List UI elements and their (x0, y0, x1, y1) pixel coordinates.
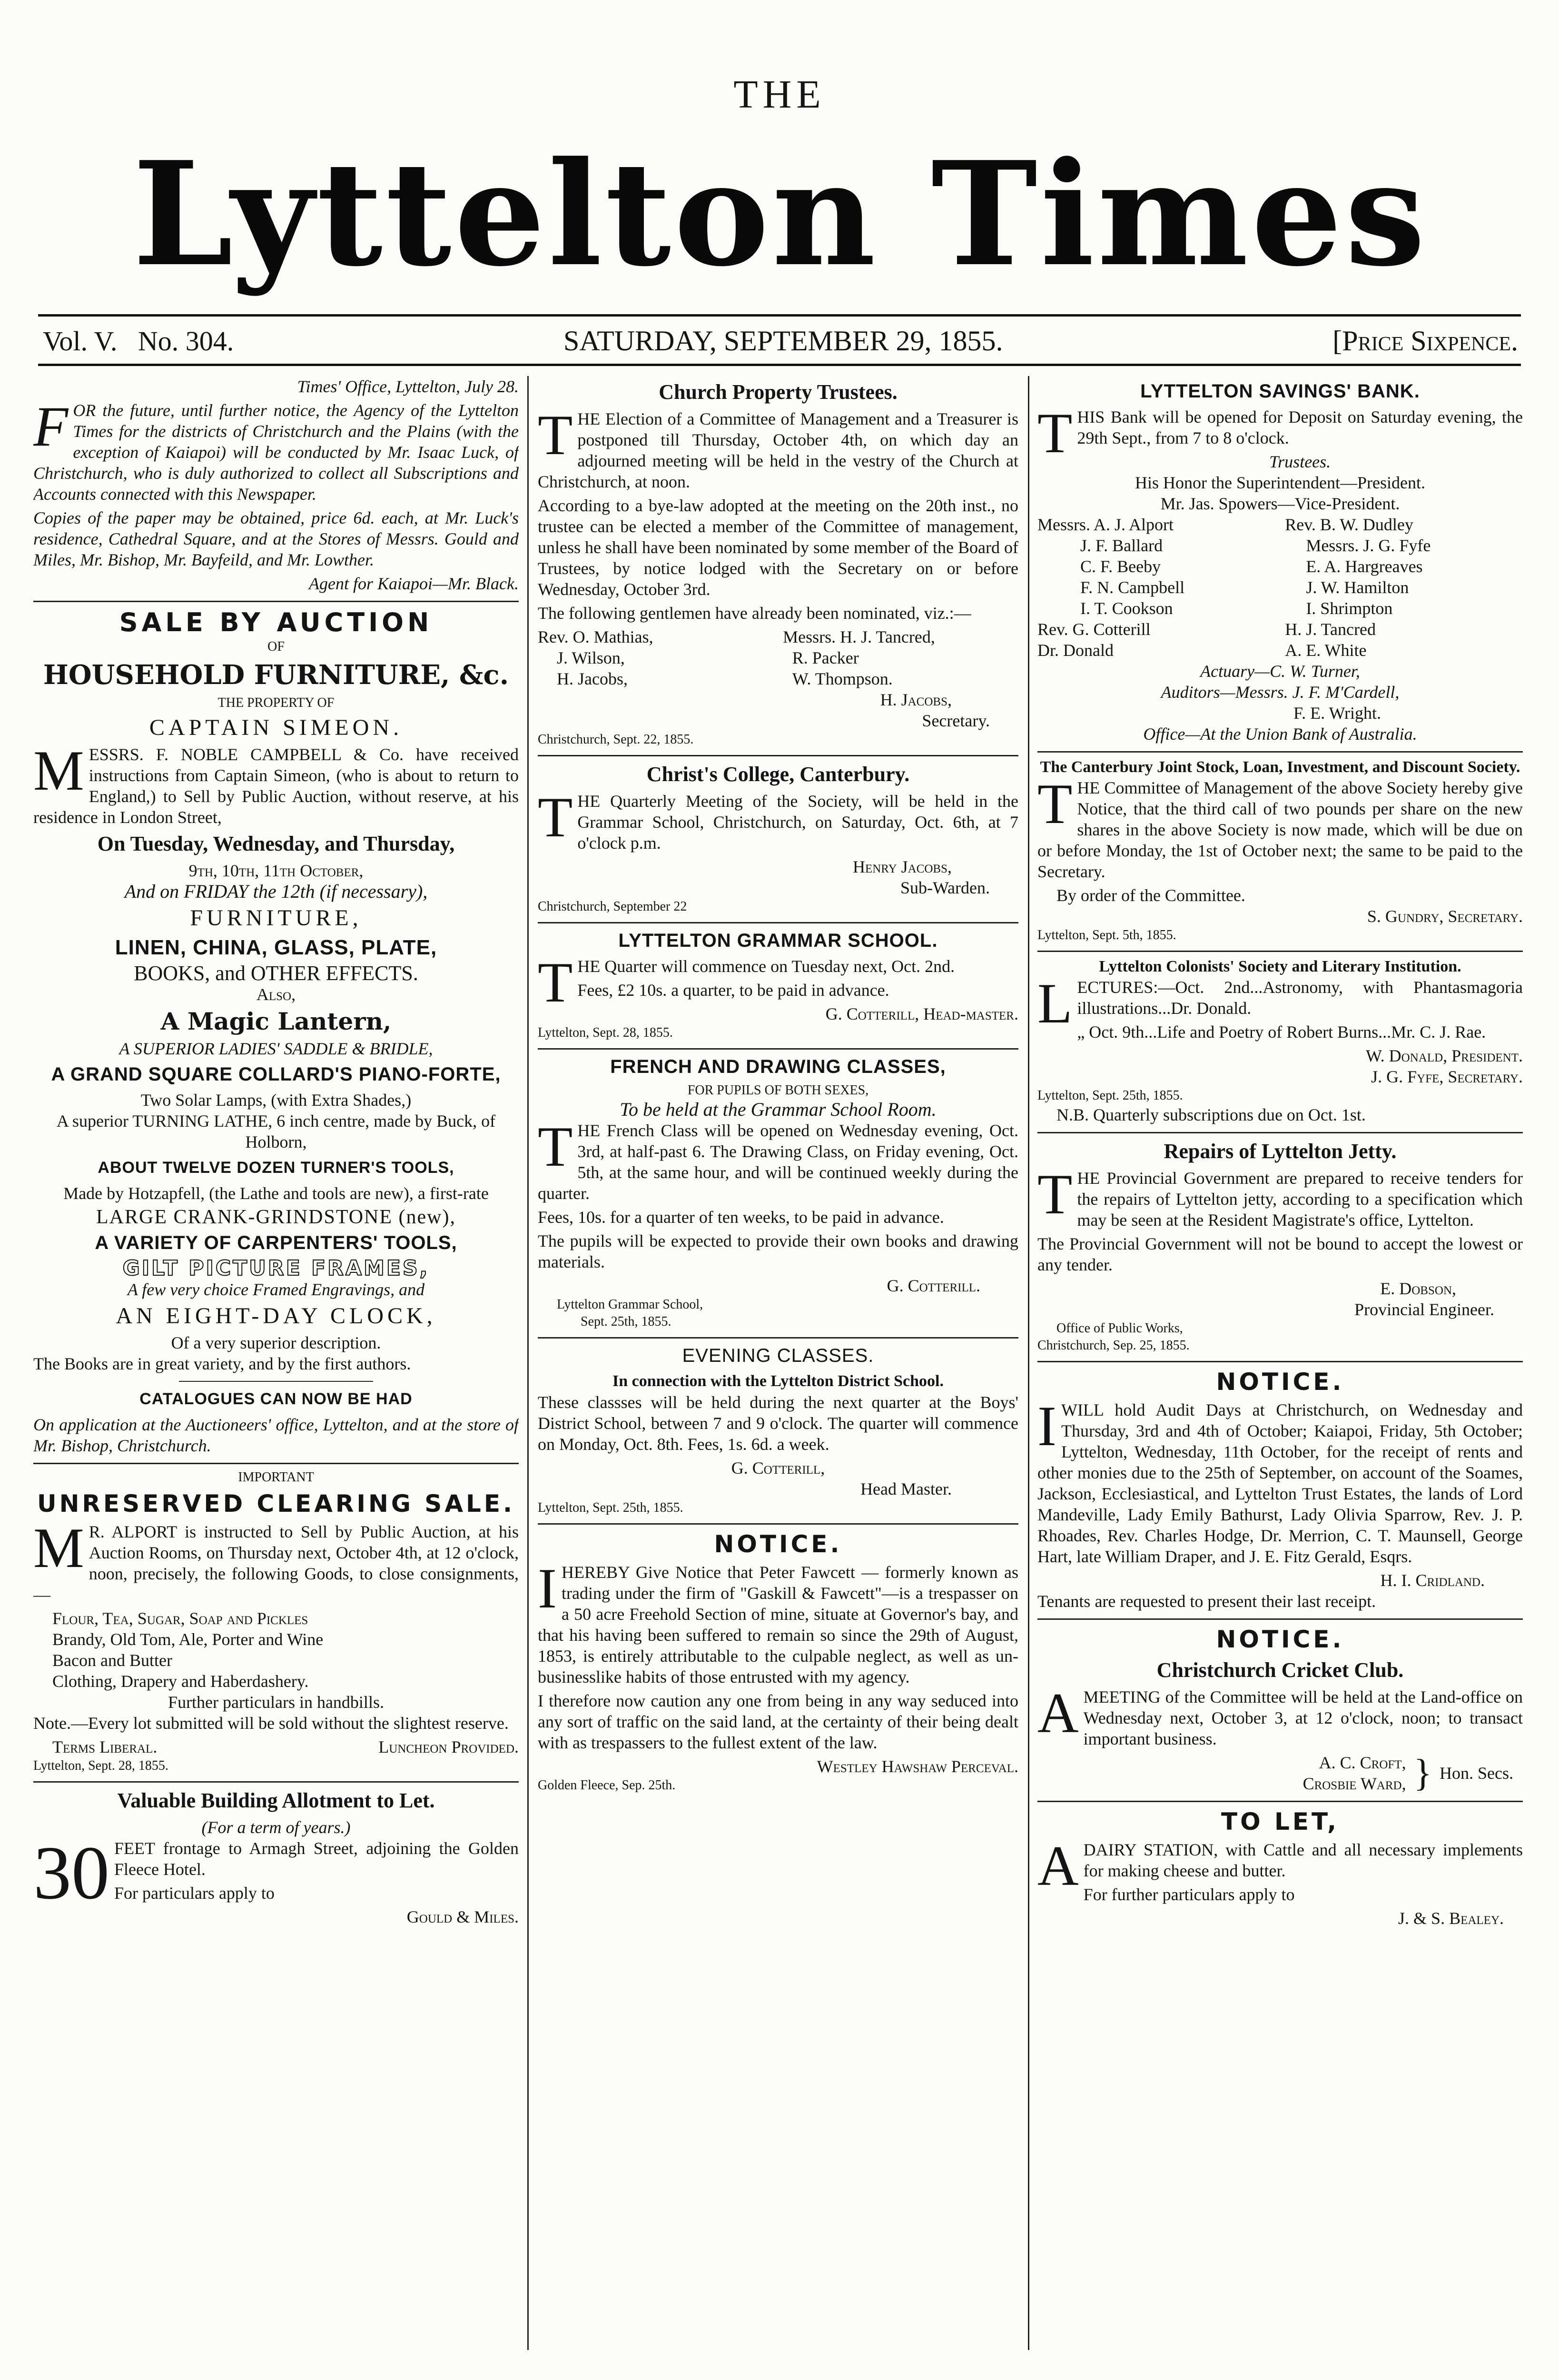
colonists-title: Lyttelton Colonists' Society and Literary Institution. (1099, 958, 1461, 975)
agency-agent: Agent for Kaiapoi—Mr. Black. (309, 574, 519, 593)
savings-actuary: Actuary—C. W. Turner, (1200, 662, 1360, 681)
auction-dropcap: M (33, 739, 84, 802)
cricket-club-notice (1037, 1625, 1523, 1794)
auction-title: SALE BY AUCTION (119, 607, 433, 637)
church-nominee: Rev. O. Mathias, (538, 627, 653, 646)
masthead-rule-top (38, 314, 1521, 317)
masthead-title: Lyttelton Times (132, 130, 1429, 298)
column-1 (33, 376, 519, 2350)
savings-member-row (1037, 640, 1523, 661)
agency-body: OR the future, until further notice, the Agency of the Lyttelton Times for the districts of Christchurch and the Plains (with the exception of Kaiapoi) will be conducted by Mr. Isaac Luck, of Christchurch, who is duly authorized to collect all Subscriptions and Accounts connected with this Newspaper. (33, 401, 519, 504)
jetty-body-2: The Provincial Government will not be bound to accept the lowest or any tender. (1037, 1234, 1523, 1274)
jetty-title: Repairs of Lyttelton Jetty. (1164, 1140, 1397, 1163)
college-role: Sub-Warden. (900, 878, 990, 897)
college-body: HE Quarterly Meeting of the Society, will be held in the Grammar School, Christchurch, on Saturday, Oct. 6th, at 7 o'clock p.m. (577, 792, 1018, 853)
separator (538, 1048, 1018, 1050)
savings-member-row (1037, 619, 1523, 640)
jetty-dateline-2: Christchurch, Sep. 25, 1855. (1037, 1338, 1190, 1353)
agency-dropcap: F (33, 395, 69, 458)
grammar-signer: G. Cotterill, Head-master. (825, 1004, 1018, 1023)
clearing-important: IMPORTANT (238, 1470, 314, 1485)
auction-of: OF (267, 639, 285, 654)
clearing-item: Flour, Tea, Sugar, Soap and Pickles (52, 1609, 308, 1628)
church-title: Church Property Trustees. (659, 380, 898, 404)
church-nominee: H. Jacobs, (557, 669, 628, 688)
issue-number: No. 304. (138, 325, 234, 357)
evening-role: Head Master. (860, 1479, 952, 1498)
savings-member-row (1037, 514, 1523, 535)
cricket-dropcap: A (1037, 1681, 1079, 1745)
trespass-dateline: Golden Fleece, Sep. 25th. (538, 1778, 676, 1793)
auction-lamps: Two Solar Lamps, (with Extra Shades,) (140, 1091, 412, 1110)
church-nominee: R. Packer (792, 648, 859, 667)
separator (1037, 1132, 1523, 1133)
clearing-note: Note.—Every lot submitted will be sold without the slightest reserve. (33, 1714, 509, 1733)
church-nominee: W. Thompson. (792, 669, 893, 688)
grammar-dropcap: T (538, 951, 573, 1014)
issue-date: SATURDAY, SEPTEMBER 29, 1855. (563, 325, 1003, 357)
grammar-body: HE Quarter will commence on Tuesday next, Oct. 2nd. (577, 957, 955, 976)
colonists-body: ECTURES:—Oct. 2nd...Astronomy, with Phantasmagoria illustrations...Dr. Donald. (1077, 978, 1523, 1018)
auction-piano: A GRAND SQUARE COLLARD'S PIANO-FORTE, (51, 1064, 501, 1085)
savings-member: E. A. Hargreaves (1306, 557, 1423, 576)
trespass-body-2: I therefore now caution any one from being in any way seduced into any sort of traffic on the said land, at the certainty of their being dealt with as trespassers to the fullest extent of the law. (538, 1691, 1018, 1752)
grammar-title: LYTTELTON GRAMMAR SCHOOL. (618, 930, 938, 951)
savings-member: I. Shrimpton (1306, 599, 1393, 618)
column-divider-1 (527, 376, 529, 2350)
french-held: To be held at the Grammar School Room. (620, 1099, 937, 1120)
french-dateline-2: Sept. 25th, 1855. (581, 1314, 671, 1329)
church-trustees-notice (538, 379, 1018, 748)
clearing-dateline: Lyttelton, Sept. 28, 1855. (33, 1758, 168, 1773)
cricket-signer-1: A. C. Croft, (1319, 1753, 1406, 1772)
allotment-term: (For a term of years.) (201, 1818, 351, 1837)
clearing-item: Bacon and Butter (52, 1651, 172, 1670)
colonists-dropcap: L (1037, 972, 1073, 1035)
evening-body: These classses will be held during the next quarter at the Boys' District School, between 7 and 9 o'clock. The quarter will commence on Monday, Oct. 8th. Fees, 1s. 6d. a week. (538, 1393, 1018, 1454)
auction-clock-desc: Of a very superior description. (171, 1333, 381, 1352)
savings-member: Messrs. A. J. Alport (1037, 515, 1174, 534)
french-dropcap: T (538, 1115, 573, 1178)
separator (538, 755, 1018, 756)
french-title: FRENCH AND DRAWING CLASSES, (610, 1056, 946, 1077)
savings-member: A. E. White (1285, 641, 1367, 660)
savings-auditors: Auditors—Messrs. J. F. M'Cardell, (1161, 683, 1400, 702)
auction-friday: And on FRIDAY the 12th (if necessary), (124, 881, 428, 902)
savings-member-row (1037, 556, 1523, 577)
clearing-sale-advert (33, 1469, 519, 1775)
trespass-dropcap: I (538, 1557, 557, 1620)
grammar-dateline: Lyttelton, Sept. 28, 1855. (538, 1025, 673, 1040)
jetty-role: Provincial Engineer. (1354, 1300, 1494, 1319)
savings-member-row (1037, 577, 1523, 598)
savings-dropcap: T (1037, 401, 1073, 465)
allotment-apply: For particulars apply to (114, 1884, 275, 1903)
college-notice (538, 761, 1018, 915)
evening-dateline: Lyttelton, Sept. 25th, 1855. (538, 1500, 683, 1515)
auction-property: THE PROPERTY OF (217, 695, 335, 710)
auction-tools: ABOUT TWELVE DOZEN TURNER'S TOOLS, (98, 1159, 454, 1177)
trespass-signer: Westley Hawshaw Perceval. (817, 1757, 1018, 1776)
savings-member-row (1037, 598, 1523, 619)
church-body-2: According to a bye-law adopted at the meeting on the 20th inst., no trustee can be elected a member of the Committee of management, unless he shall have been nominated by some member of the Board of Trustees, by notice lodged with the Secretary on or before Wednesday, October 3rd. (538, 496, 1018, 599)
let-signer: J. & S. Bealey. (1398, 1909, 1504, 1928)
church-signer: H. Jacobs, (880, 690, 952, 709)
church-nominee-row (538, 668, 1018, 689)
auction-carpenters: A VARIETY OF CARPENTERS' TOOLS, (95, 1232, 457, 1253)
canterbury-dropcap: T (1037, 772, 1073, 835)
jetty-notice (1037, 1138, 1523, 1354)
french-dateline-1: Lyttelton Grammar School, (557, 1297, 703, 1312)
evening-title: EVENING CLASSES. (682, 1345, 874, 1366)
church-dropcap: T (538, 403, 573, 466)
separator (1037, 1361, 1523, 1362)
cricket-signers (1037, 1752, 1523, 1794)
savings-member: C. F. Beeby (1080, 557, 1161, 576)
savings-title: LYTTELTON SAVINGS' BANK. (1140, 381, 1420, 402)
let-apply: For further particulars apply to (1083, 1885, 1295, 1904)
auction-also: Also, (256, 985, 296, 1004)
savings-member-row (1037, 535, 1523, 556)
masthead-rule-bottom (38, 364, 1521, 366)
savings-member: J. W. Hamilton (1306, 578, 1409, 597)
volume-number (43, 325, 234, 357)
dateline (43, 322, 1518, 360)
column-3 (1037, 376, 1523, 2350)
grammar-school-notice (538, 928, 1018, 1041)
allotment-advert (33, 1787, 519, 1927)
college-dateline: Christchurch, September 22 (538, 899, 687, 914)
separator (1037, 1618, 1523, 1620)
allotment-number: 30 (33, 1830, 109, 1915)
agency-copies: Copies of the paper may be obtained, price 6d. each, at Mr. Luck's residence, Cathedral Square, and at the Stores of Messrs. Gould and Miles, Mr. Bishop, Mr. Bayfeild, and Mr. Lowther. (33, 508, 519, 569)
cricket-role: Hon. Secs. (1440, 1764, 1513, 1783)
canterbury-signer: S. Gundry, Secretary. (1367, 907, 1523, 926)
auction-body: ESSRS. F. NOBLE CAMPBELL & Co. have received instructions from Captain Simeon, (who is about to return to England,) to Sell by Public Auction, without reserve, at his residence in London Street, (33, 745, 519, 827)
separator (1037, 951, 1523, 952)
evening-signer: G. Cotterill, (731, 1458, 825, 1478)
auction-days: On Tuesday, Wednesday, and Thursday, (97, 832, 455, 855)
colonists-body-2: „ Oct. 9th...Life and Poetry of Robert Burns...Mr. C. J. Rae. (1077, 1022, 1486, 1041)
let-dropcap: A (1037, 1834, 1079, 1897)
savings-member: J. F. Ballard (1080, 536, 1163, 555)
clearing-item: Clothing, Drapery and Haberdashery. (52, 1672, 309, 1691)
let-body: DAIRY STATION, with Cattle and all necessary implements for making cheese and butter. (1083, 1840, 1523, 1880)
savings-member: Rev. G. Cotterill (1037, 620, 1151, 639)
french-drawing-notice (538, 1054, 1018, 1330)
cricket-title: NOTICE. (1216, 1626, 1344, 1653)
auction-lantern: A Magic Lantern, (160, 1007, 392, 1035)
clearing-body: R. ALPORT is instructed to Sell by Public Auction, at his Auction Rooms, on Thursday next, October 4th, at 12 o'clock, noon, precisely, the following Goods, to close consignments,— (33, 1522, 519, 1604)
column-divider-2 (1028, 376, 1029, 2350)
auction-lathe: A superior TURNING LATHE, 6 inch centre, made by Buck, of Holborn, (56, 1111, 496, 1151)
college-title: Christ's College, Canterbury. (646, 763, 910, 786)
clearing-dropcap: M (33, 1516, 84, 1579)
savings-member: Messrs. J. G. Fyfe (1306, 536, 1431, 555)
auction-saddle: A SUPERIOR LADIES' SADDLE & BRIDLE, (119, 1039, 433, 1058)
auction-engravings: A few very choice Framed Engravings, and (127, 1280, 425, 1299)
french-body: HE French Class will be opened on Wednesday evening, Oct. 3rd, at half-past 6. The Drawing Class, on Friday evening, Oct. 5th, at the same hour, and will be continued weekly during the quarter. (538, 1121, 1018, 1203)
savings-member: I. T. Cookson (1080, 599, 1173, 618)
canterbury-body: HE Committee of Management of the above Society hereby give Notice, that the third call of two pounds per share on the new shares in the above Society is now made, which will be due on or before Monday, the 1st of October next; the same to be paid to the Secretary. (1037, 778, 1523, 881)
canterbury-title: The Canterbury Joint Stock, Loan, Investment, and Discount Society. (1040, 758, 1520, 776)
volume: Vol. V. (43, 325, 118, 357)
audit-signer: H. I. Cridland. (1380, 1571, 1485, 1590)
jetty-body: HE Provincial Government are prepared to receive tenders for the repairs of Lyttelton jetty, according to a specification which may be seen at the Resident Magistrate's office, Lyttelton. (1077, 1169, 1523, 1230)
separator (33, 601, 519, 602)
jetty-dropcap: T (1037, 1162, 1073, 1226)
jetty-dateline-1: Office of Public Works, (1056, 1321, 1183, 1336)
trespass-notice (538, 1529, 1018, 1794)
church-nominee-row (538, 647, 1018, 668)
auction-owner: CAPTAIN SIMEON. (149, 715, 403, 740)
brace-icon: } (1413, 1752, 1432, 1794)
savings-president: His Honor the Superintendent—President. (1135, 473, 1425, 492)
church-dateline: Christchurch, Sept. 22, 1855. (538, 732, 694, 747)
savings-member: F. N. Campbell (1080, 578, 1185, 597)
church-body-3: The following gentlemen have already been nominated, viz.:— (538, 604, 971, 623)
savings-auditor-2: F. E. Wright. (1293, 704, 1381, 723)
auction-books: BOOKS, and OTHER EFFECTS. (134, 962, 418, 985)
savings-vice: Mr. Jas. Spowers—Vice-President. (1160, 494, 1400, 513)
savings-member: Dr. Donald (1037, 641, 1114, 660)
agency-notice (33, 376, 519, 594)
college-signer: Henry Jacobs, (852, 857, 952, 876)
french-materials: The pupils will be expected to provide their own books and drawing materials. (538, 1231, 1018, 1271)
colonists-dateline: Lyttelton, Sept. 25th, 1855. (1037, 1088, 1183, 1103)
auction-advert (33, 607, 519, 1456)
trespass-title: NOTICE. (714, 1530, 842, 1558)
auction-grindstone: LARGE CRANK-GRINDSTONE (new), (96, 1206, 456, 1228)
auction-subject: HOUSEHOLD FURNITURE, &c. (43, 659, 509, 691)
colonists-society-notice (1037, 957, 1523, 1125)
french-sub: FOR PUPILS OF BOTH SEXES, (687, 1083, 869, 1098)
allotment-title: Valuable Building Allotment to Let. (117, 1789, 435, 1812)
clearing-further: Further particulars in handbills. (168, 1693, 384, 1712)
masthead-the: THE (733, 72, 826, 117)
colonists-signer-2: J. G. Fyfe, Secretary. (1371, 1067, 1523, 1086)
trespass-body: HEREBY Give Notice that Peter Fawcett — formerly known as trading under the firm of "Gaskill & Fawcett"—is a trespasser on a 50 acre Freehold Section of mine, situate at Governor's bay, and that his having been suffered to remain so since the 29th of August, 1853, is entirely attributable to the culpable neglect, as well as un-businesslike habits of those entrusted with my agency. (538, 1563, 1018, 1686)
colonists-nb: N.B. Quarterly subscriptions due on Oct. 1st. (1056, 1105, 1366, 1124)
canterbury-order: By order of the Committee. (1056, 886, 1245, 905)
church-nominee-row (538, 626, 1018, 647)
auction-clock: AN EIGHT-DAY CLOCK, (116, 1303, 436, 1329)
auction-dates: 9th, 10th, 11th October, (188, 861, 364, 880)
clearing-terms: Terms Liberal. (52, 1737, 158, 1756)
separator (538, 1337, 1018, 1339)
auction-frames: GILT PICTURE FRAMES, (122, 1256, 430, 1280)
savings-member: Rev. B. W. Dudley (1285, 515, 1413, 534)
clearing-terms-row (33, 1736, 519, 1757)
separator (33, 1463, 519, 1464)
church-role: Secretary. (922, 711, 990, 730)
clearing-items (33, 1608, 519, 1692)
french-signer: G. Cotterill. (887, 1276, 980, 1295)
auction-catalogues-note: On application at the Auctioneers' office, Lyttelton, and at the store of Mr. Bishop, Christchurch. (33, 1415, 519, 1455)
cricket-body: MEETING of the Committee will be held at the Land-office on Wednesday next, October 3, at 12 o'clock, noon; to transact important business. (1083, 1687, 1523, 1748)
audit-days-notice (1037, 1367, 1523, 1612)
auction-holtzapfell: Made by Hotzapfell, (the Lathe and tools are new), a first-rate (63, 1184, 489, 1203)
issue-price: [Price Sixpence. (1332, 325, 1518, 357)
savings-member: H. J. Tancred (1285, 620, 1376, 639)
auction-linen: LINEN, CHINA, GLASS, PLATE, (115, 936, 437, 959)
college-dropcap: T (538, 785, 573, 849)
canterbury-society-notice (1037, 757, 1523, 944)
auction-books-note: The Books are in great variety, and by the first authors. (33, 1354, 411, 1373)
cricket-signer-2: Crosbie Ward, (1302, 1774, 1406, 1793)
column-2 (538, 376, 1018, 2350)
separator (538, 922, 1018, 923)
allotment-body: FEET frontage to Armagh Street, adjoining the Golden Fleece Hotel. (114, 1839, 519, 1879)
evening-sub: In connection with the Lyttelton District School. (612, 1372, 944, 1390)
separator (33, 1781, 519, 1783)
separator (1037, 1801, 1523, 1802)
audit-body: WILL hold Audit Days at Christchurch, on Wednesday and Thursday, 3rd and 4th of October; Kaiapoi, Friday, 5th October; Lyttelton, Wednesday, 11th October, for the receipt of rents and other monies due to the 25th of September, on account of the Soames, Jackson, Ecclesiastical, and Lyttelton Trust Estates, the lands of Lord Mandeville, Lady Emily Bathurst, Lady Olivia Sparrow, Rev. J. P. Rhoades, Rev. Charles Hodge, Dr. Merrion, C. T. Maunsell, George Hart, late William Draper, and J. E. Fitz Gerald, Esqrs. (1037, 1400, 1523, 1566)
grammar-fees: Fees, £2 10s. a quarter, to be paid in advance. (577, 981, 889, 1000)
let-title: TO LET, (1221, 1808, 1339, 1835)
french-fees: Fees, 10s. for a quarter of ten weeks, to be paid in advance. (538, 1208, 944, 1227)
savings-bank-notice (1037, 379, 1523, 744)
church-nominee: Messrs. H. J. Tancred, (783, 627, 935, 646)
colonists-signer-1: W. Donald, President. (1365, 1046, 1523, 1065)
audit-tenants: Tenants are requested to present their last receipt. (1037, 1592, 1376, 1611)
canterbury-dateline: Lyttelton, Sept. 5th, 1855. (1037, 928, 1176, 942)
jetty-signer: E. Dobson, (1380, 1279, 1456, 1298)
cricket-signer-block (1303, 1752, 1406, 1794)
clearing-title: UNRESERVED CLEARING SALE. (37, 1490, 515, 1517)
separator (1037, 751, 1523, 753)
savings-office: Office—At the Union Bank of Australia. (1143, 724, 1417, 744)
clearing-luncheon: Luncheon Provided. (378, 1737, 519, 1756)
audit-dropcap: I (1037, 1394, 1056, 1458)
allotment-agent: Gould & Miles. (406, 1907, 519, 1926)
auction-furniture: FURNITURE, (190, 905, 362, 931)
clearing-item: Brandy, Old Tom, Ale, Porter and Wine (52, 1630, 324, 1649)
dairy-let-advert (1037, 1807, 1523, 1929)
separator (179, 1381, 373, 1382)
auction-catalogues: CATALOGUES CAN NOW BE HAD (139, 1390, 413, 1408)
savings-trustees: Trustees. (1269, 452, 1331, 471)
agency-dateline: Times' Office, Lyttelton, July 28. (297, 377, 519, 396)
cricket-club: Christchurch Cricket Club. (1156, 1658, 1404, 1682)
evening-classes-notice (538, 1343, 1018, 1517)
audit-title: NOTICE. (1216, 1368, 1344, 1396)
church-body: HE Election of a Committee of Management and a Treasurer is postponed till Thursday, October 4th, on which day an adjourned meeting will be held in the vestry of the Church at Christchurch, at noon. (538, 409, 1018, 491)
church-nominee: J. Wilson, (557, 648, 625, 667)
savings-body: HIS Bank will be opened for Deposit on Saturday evening, the 29th Sept., from 7 to 8 o'clock. (1077, 407, 1523, 447)
separator (538, 1523, 1018, 1525)
